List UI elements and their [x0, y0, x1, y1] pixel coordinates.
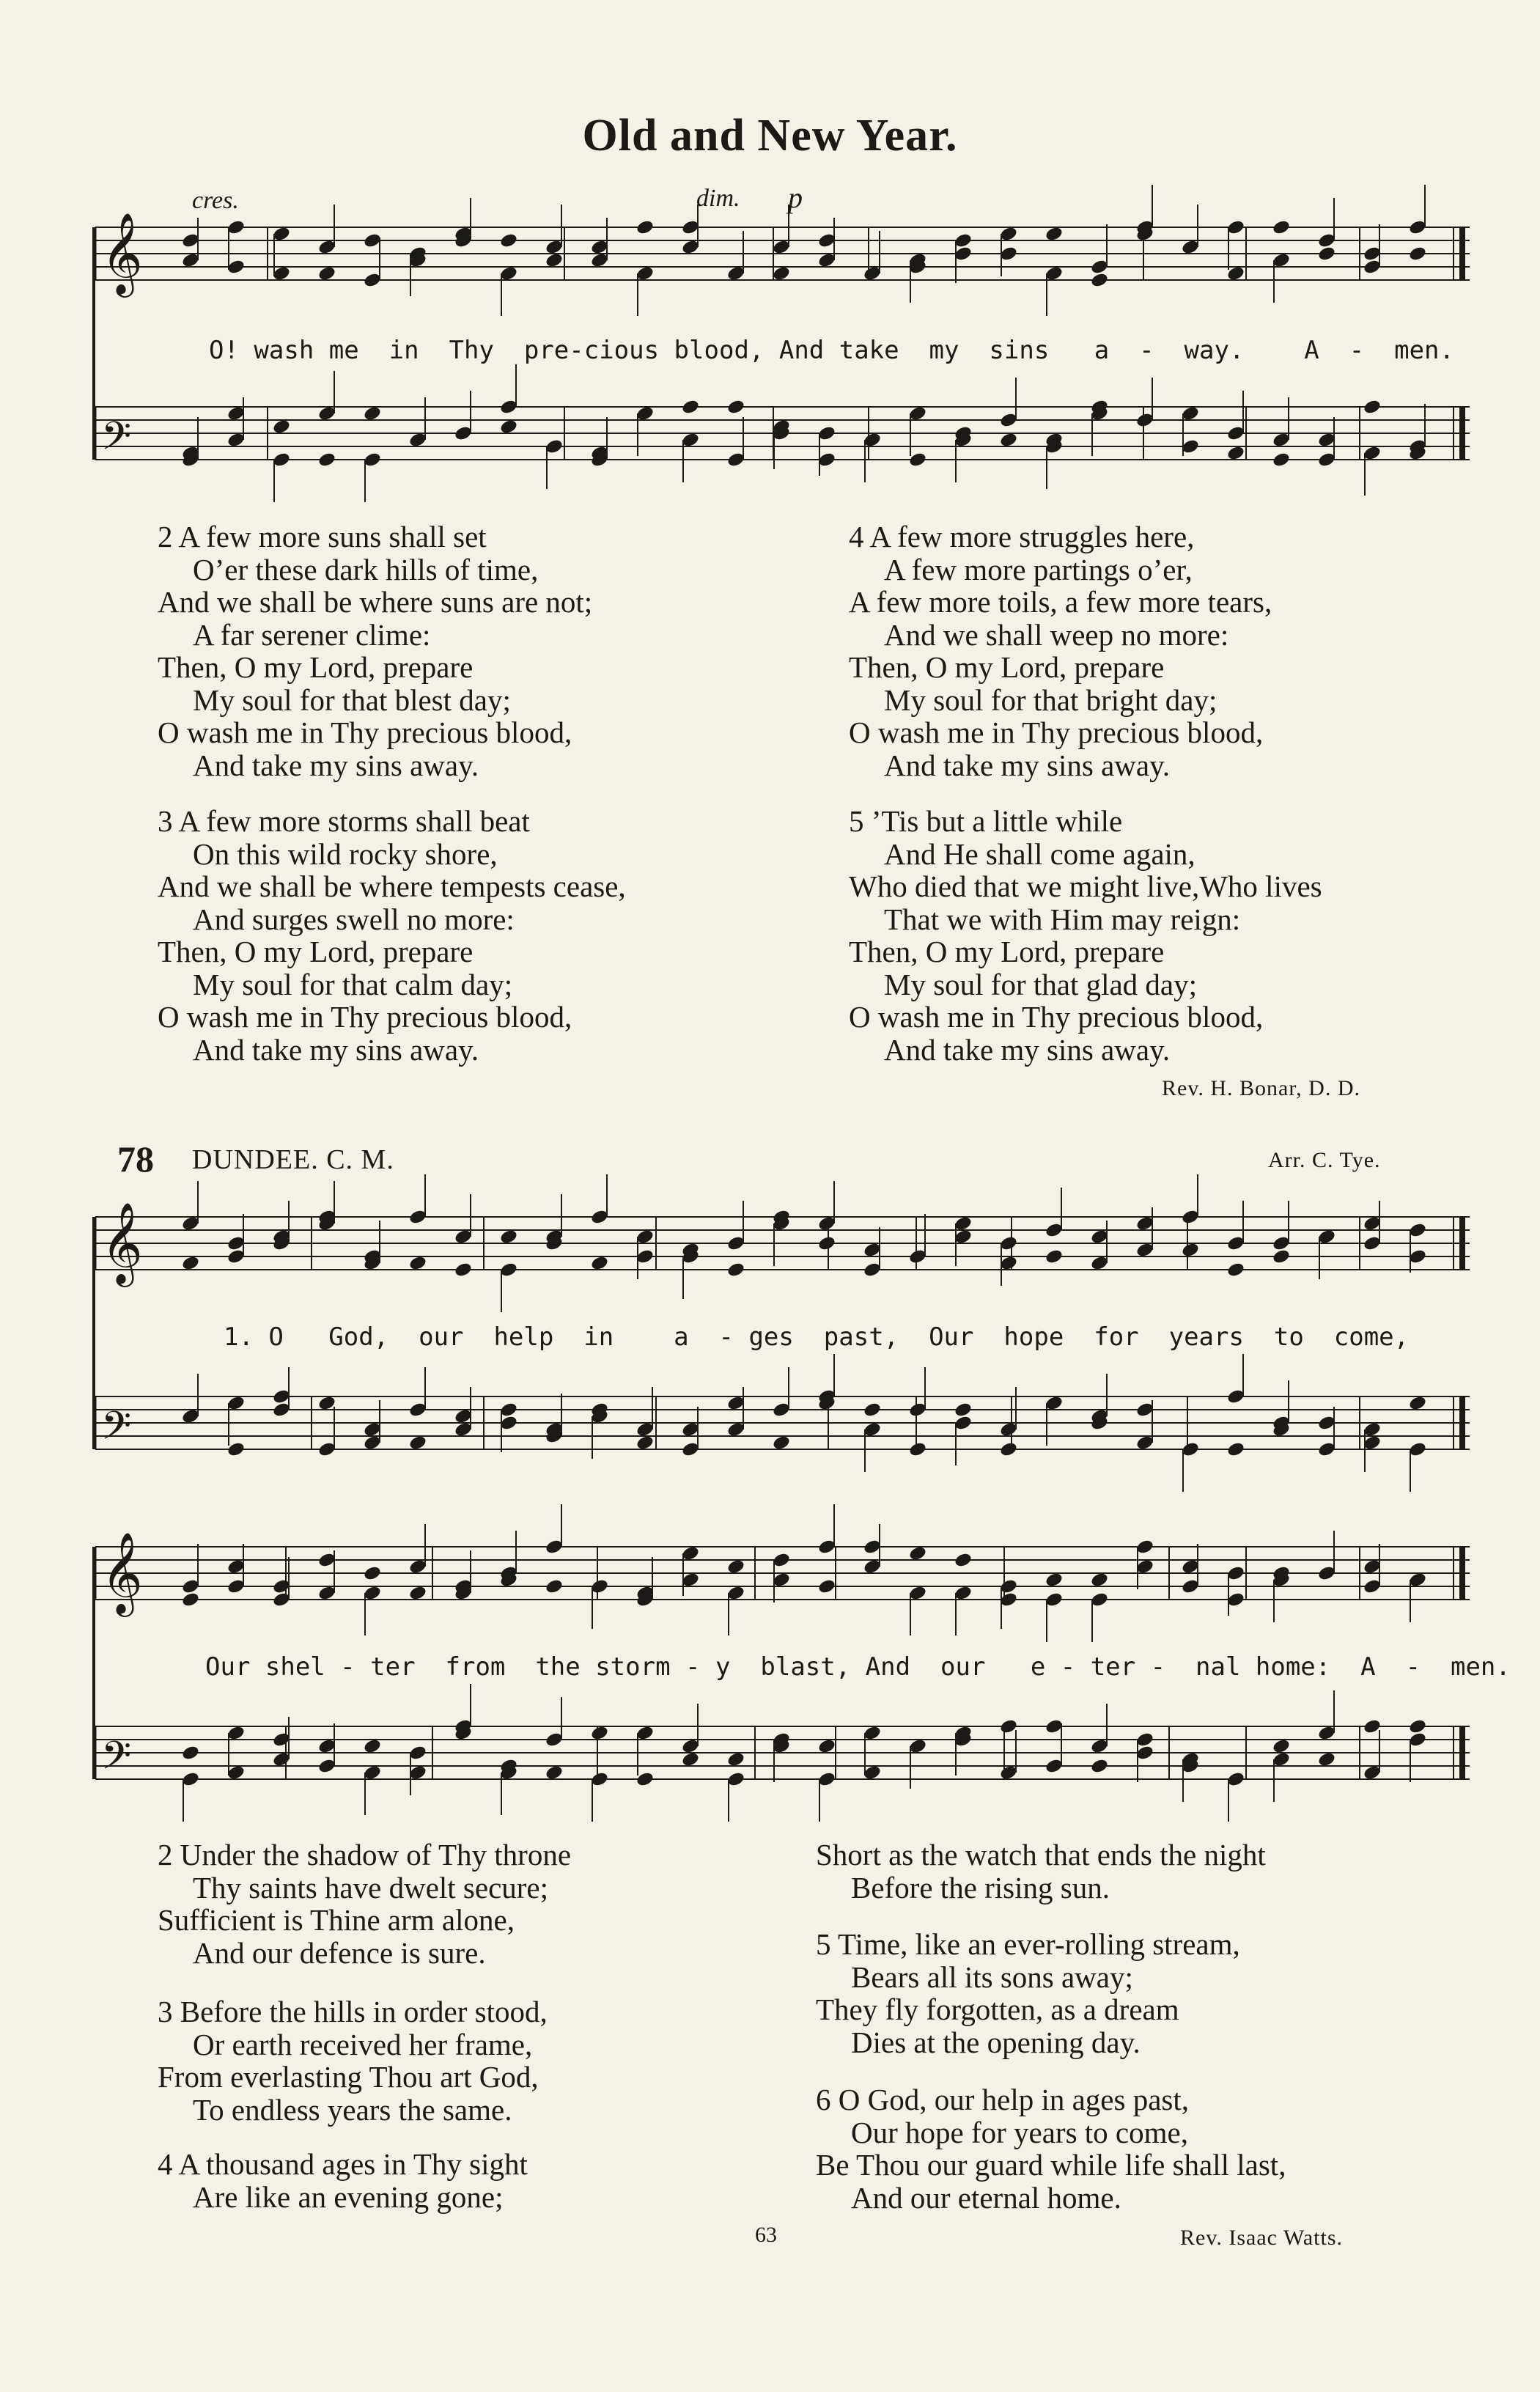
verse-line: 5 Time, like an ever-rolling stream, — [816, 1927, 1240, 1961]
lyric-line-2: Our shel - ter from the storm - y blast, And our e - ter - nal home: A - men. — [205, 1652, 1511, 1682]
note-head — [1226, 1262, 1245, 1278]
verse-line: Who died that we might live,Who lives — [849, 869, 1322, 903]
verse-2-dundee — [158, 1839, 571, 1969]
verse-number: 2 — [158, 520, 173, 553]
note-head — [181, 1745, 200, 1762]
verse-3-dundee — [158, 1995, 548, 2126]
verse-line: 6 O God, our help in ages past, — [816, 2083, 1189, 2116]
bass-clef-icon: 𝄢 — [101, 1404, 132, 1458]
verse-line: Sufficient is Thine arm alone, — [158, 1903, 515, 1937]
note-head — [817, 1235, 836, 1252]
tune-name: DUNDEE. C. M. — [192, 1144, 394, 1175]
lyric-line-1: 1. O God, our help in a - ges past, Our hope for years to come, — [224, 1322, 1410, 1352]
verse-line: Bears all its sons away; — [851, 1959, 1133, 1994]
treble-clef-icon: 𝄞 — [101, 212, 143, 294]
verse-line: To endless years the same. — [193, 2092, 512, 2127]
note-head — [1363, 399, 1382, 416]
verse-line: That we with Him may reign: — [884, 902, 1241, 936]
note-head — [545, 1578, 564, 1595]
arranger-credit: Arr. C. Tye. — [1268, 1148, 1381, 1172]
hymn-title: Old and New Year. — [582, 111, 958, 161]
note-head — [726, 1262, 745, 1278]
page-number: 63 — [755, 2223, 777, 2247]
note-head — [1317, 246, 1336, 262]
verse-line: Before the rising sun. — [851, 1870, 1110, 1905]
verse-line: Then, O my Lord, prepare — [158, 935, 474, 968]
verse-line: On this wild rocky shore, — [193, 836, 498, 871]
verse-number: 4 — [849, 520, 864, 553]
dynamic-cres: cres. — [192, 187, 239, 214]
dynamic-p: p — [788, 181, 803, 214]
verse-line: O wash me in Thy precious blood, — [849, 715, 1264, 749]
note-head — [363, 1565, 382, 1582]
note-head — [1408, 1718, 1427, 1735]
dynamic-dim: dim. — [696, 185, 740, 212]
note-head — [635, 219, 655, 236]
verse-line: And take my sins away. — [193, 1032, 479, 1067]
note-head — [1090, 272, 1109, 289]
treble-clef-icon: 𝄞 — [101, 1531, 143, 1613]
final-barline — [1459, 407, 1465, 460]
note-head — [1226, 1441, 1245, 1458]
note-head — [726, 399, 745, 416]
final-barline — [1459, 1726, 1465, 1779]
verse-line: Dies at the opening day. — [851, 2025, 1141, 2059]
note-head — [181, 1591, 200, 1608]
note-head — [954, 1402, 973, 1418]
treble-clef-icon: 𝄞 — [101, 1201, 143, 1284]
note-head — [1272, 452, 1291, 468]
verse-line: My soul for that blest day; — [193, 682, 511, 717]
verse-line: Are like an evening gone; — [193, 2179, 504, 2214]
verse-line: And we shall be where tempests cease, — [158, 869, 626, 903]
verse-line: My soul for that bright day; — [884, 682, 1217, 717]
note-head — [863, 1402, 882, 1418]
note-head — [954, 1552, 973, 1569]
verse-line: My soul for that glad day; — [884, 967, 1198, 1001]
verse-line: And we shall be where suns are not; — [158, 585, 593, 619]
verse-line: Thy saints have dwelt secure; — [193, 1870, 549, 1905]
note-head — [1272, 1248, 1291, 1265]
verse-line: Then, O my Lord, prepare — [849, 650, 1165, 684]
note-head — [499, 232, 518, 249]
note-head — [454, 1262, 473, 1278]
note-head — [1272, 219, 1291, 236]
note-head — [1045, 1248, 1064, 1265]
verse-line: O wash me in Thy precious blood, — [158, 1000, 572, 1034]
final-barline — [1459, 227, 1465, 280]
note-head — [999, 1441, 1018, 1458]
final-barline — [1459, 1396, 1465, 1449]
hymn-number: 78 — [117, 1138, 154, 1180]
verse-line: And He shall come again, — [884, 836, 1195, 871]
verse-line: A few more struggles here, — [869, 520, 1195, 553]
verse-line: A few more suns shall set — [178, 520, 487, 553]
verse-number: 5 — [849, 804, 864, 838]
verse-line: A few more toils, a few more tears, — [849, 585, 1272, 619]
verse-4 — [849, 520, 1272, 781]
refrain-lyric-line: O! wash me in Thy pre-cious blood, And take my sins a - way. A - men. — [209, 336, 1454, 365]
verse-line: And our eternal home. — [851, 2180, 1121, 2215]
note-head — [908, 1441, 927, 1458]
verse-line: A far serener clime: — [193, 617, 431, 652]
note-head — [1408, 246, 1427, 262]
verse-line: O wash me in Thy precious blood, — [849, 1000, 1264, 1034]
verse-line: 4 A thousand ages in Thy sight — [158, 2147, 528, 2181]
verse-line: And surges swell no more: — [193, 902, 515, 936]
verse-5-dundee — [816, 1928, 1240, 2058]
verse-line: They fly forgotten, as a dream — [816, 1992, 1179, 2026]
verse-line: From everlasting Thou art God, — [158, 2060, 539, 2094]
final-barline — [1459, 1217, 1465, 1270]
verse-number: 3 — [158, 804, 173, 838]
verse-2 — [158, 520, 592, 781]
verse-line: A few more partings o’er, — [884, 552, 1193, 586]
verse-line: And our defence is sure. — [193, 1935, 486, 1970]
verse-line: And take my sins away. — [884, 748, 1171, 782]
verse-5 — [849, 805, 1322, 1066]
verse-line: Short as the watch that ends the night — [816, 1838, 1266, 1872]
note-head — [817, 1578, 836, 1595]
bass-clef-icon: 𝄢 — [101, 1734, 132, 1788]
verse-line: O wash me in Thy precious blood, — [158, 715, 572, 749]
verse-line: 3 Before the hills in order stood, — [158, 1995, 548, 2028]
author-credit-dundee: Rev. Isaac Watts. — [1180, 2226, 1344, 2250]
note-head — [317, 452, 336, 468]
verse-4-continued — [816, 1839, 1266, 1904]
verse-line: A few more storms shall beat — [178, 804, 530, 838]
author-credit: Rev. H. Bonar, D. D. — [1162, 1076, 1360, 1100]
verse-line: ’Tis but a little while — [871, 804, 1123, 838]
verse-line: O’er these dark hills of time, — [193, 552, 539, 586]
verse-line: Then, O my Lord, prepare — [849, 935, 1165, 968]
verse-line: Be Thou our guard while life shall last, — [816, 2148, 1286, 2182]
verse-6-dundee — [816, 2083, 1286, 2214]
verse-line: Our hope for years to come, — [851, 2115, 1188, 2149]
verse-3 — [158, 805, 626, 1066]
verse-line: And we shall weep no more: — [884, 617, 1229, 652]
verse-line: And take my sins away. — [193, 748, 479, 782]
note-head — [681, 399, 700, 416]
final-barline — [1459, 1547, 1465, 1600]
verse-line: 2 Under the shadow of Thy throne — [158, 1838, 572, 1872]
verse-line: My soul for that calm day; — [193, 967, 513, 1001]
verse-line: Or earth received her frame, — [193, 2027, 533, 2061]
verse-line: Then, O my Lord, prepare — [158, 650, 474, 684]
verse-line: And take my sins away. — [884, 1032, 1171, 1067]
verse-4-dundee — [158, 2148, 528, 2213]
bass-clef-icon: 𝄢 — [101, 414, 132, 468]
note-head — [1090, 1758, 1109, 1775]
